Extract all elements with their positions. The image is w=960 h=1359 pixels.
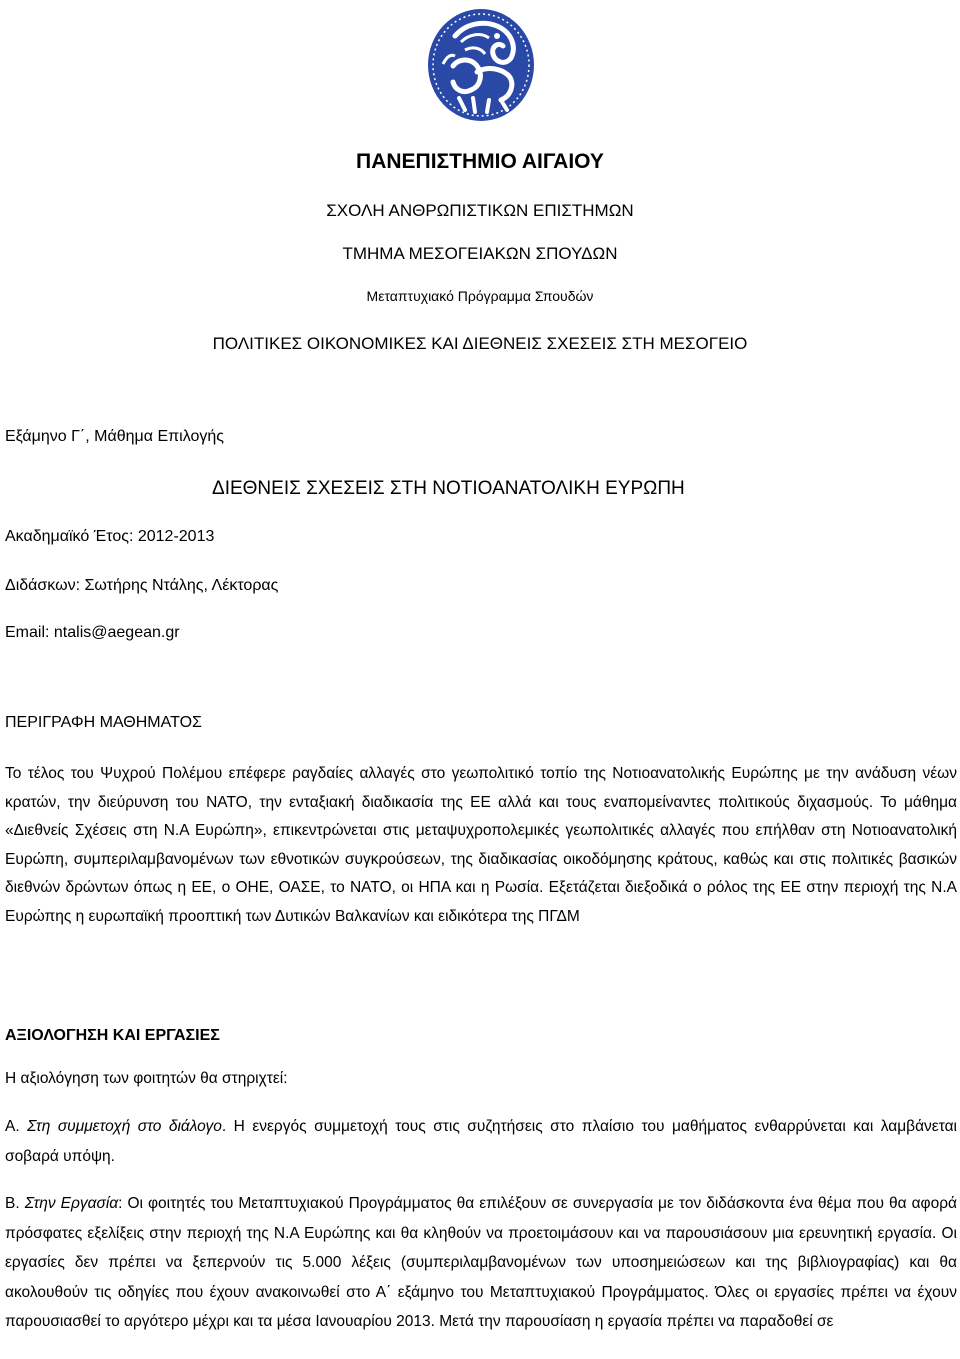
description-heading: ΠΕΡΙΓΡΑΦΗ ΜΑΘΗΜΑΤΟΣ (5, 714, 202, 731)
program-label: Μεταπτυχιακό Πρόγραμμα Σπουδών (366, 288, 594, 304)
school-name: ΣΧΟΛΗ ΑΝΘΡΩΠΙΣΤΙΚΩΝ ΕΠΙΣΤΗΜΩΝ (326, 201, 634, 220)
evaluation-heading: ΑΞΙΟΛΟΓΗΣΗ ΚΑΙ ΕΡΓΑΣΙΕΣ (5, 1027, 220, 1044)
department-name: ΤΜΗΜΑ ΜΕΣΟΓΕΙΑΚΩΝ ΣΠΟΥΔΩΝ (342, 244, 618, 263)
evaluation-item-a (5, 1112, 957, 1172)
item-a-label: Στη συμμετοχή στο διάλογο (27, 1118, 222, 1135)
description-paragraph: Το τέλος του Ψυχρού Πολέμου επέφερε ραγδαίες αλλαγές στο γεωπολιτικό τοπίο της Νοτιοανατολικής Ευρώπης με την ανάδυση νέων κρατών, την διεύρυνση του ΝΑΤΟ, την ενταξιακή διαδικασία της ΕΕ αλλά και τους εναπομείναντες πολιτικούς διχασμούς. Το μάθημα «Διεθνείς Σχέσεις στη Ν.Α Ευρώπη», επικεντρώνεται στις μεταψυχροπολεμικές γεωπολιτικές αλλαγές που επήλθαν στη Νοτιοανατολική Ευρώπη, συμπεριλαμβανομένων των εθνοτικών συγκρούσεων, της διαδικασίας οικοδόμησης κράτους, καθώς και στις πολιτικές βασικών διεθνών δρώντων όπως η ΕΕ, ο ΟΗΕ, ΟΑΣΕ, το ΝΑΤΟ, οι ΗΠΑ και η Ρωσία. Εξετάζεται διεξοδικά ο ρόλος της ΕΕ στην περιοχή της Ν.Α Ευρώπης η ευρωπαϊκή προοπτική των Δυτικών Βαλκανίων και ειδικότερα της ΠΓΔΜ (5, 765, 957, 925)
course-title: ΔΙΕΘΝΕΙΣ ΣΧΕΣΕΙΣ ΣΤΗ ΝΟΤΙΟΑΝΑΤΟΛΙΚΗ ΕΥΡΩΠΗ (212, 478, 685, 499)
evaluation-item-b (5, 1189, 957, 1337)
item-b-prefix: Β. (5, 1195, 25, 1212)
university-name: ΠΑΝΕΠΙΣΤΗΜΙΟ ΑΙΓΑΙΟΥ (356, 150, 604, 173)
item-a-prefix: Α. (5, 1118, 28, 1135)
evaluation-intro: Η αξιολόγηση των φοιτητών θα στηριχτεί: (5, 1070, 288, 1087)
university-logo-icon (425, 6, 537, 124)
semester-info: Εξάμηνο Γ΄, Μάθημα Επιλογής (5, 428, 224, 445)
program-title: ΠΟΛΙΤΙΚΕΣ ΟΙΚΟΝΟΜΙΚΕΣ ΚΑΙ ΔΙΕΘΝΕΙΣ ΣΧΕΣΕΙΣ ΣΤΗ ΜΕΣΟΓΕΙΟ (212, 334, 748, 353)
instructor-info: Διδάσκων: Σωτήρης Ντάλης, Λέκτορας (5, 577, 279, 594)
instructor-email: Email: ntalis@aegean.gr (5, 624, 180, 641)
item-b-label: Στην Εργασία (24, 1195, 119, 1212)
item-b-text: : Οι φοιτητές του Μεταπτυχιακού Προγράμματος θα επιλέξουν σε συνεργασία με τον διδάσκοντα ένα θέμα που θα αφορά πρόσφατες εξελίξεις στην περιοχή της Ν.Α Ευρώπης και θα κληθούν να προετοιμάσουν και να παρουσιάσουν μια ερευνητική εργασία. Οι εργασίες δεν πρέπει να ξεπερνούν τις 5.000 λέξεις (συμπεριλαμβανομένων των υποσημειώσεων και της βιβλιογραφίας) και θα ακολουθούν τις οδηγίες που έχουν ανακοινωθεί στο Α΄ εξάμηνο του Μεταπτυχιακού Προγράμματος. Όλες οι εργασίες πρέπει να έχουν παρουσιασθεί το αργότερο μέχρι και τα μέσα Ιανουαρίου 2013. Μετά την παρουσίαση η εργασία πρέπει να παραδοθεί σε (5, 1195, 958, 1330)
academic-year: Ακαδημαϊκό Έτος: 2012-2013 (5, 528, 215, 545)
university-seal-icon (425, 6, 537, 124)
item-a-text: . Η ενεργός συμμετοχή τους στις συζητήσεις στο πλαίσιο του μαθήματος ενθαρρύνεται και λαμβάνεται σοβαρά υπόψη. (5, 1118, 958, 1165)
